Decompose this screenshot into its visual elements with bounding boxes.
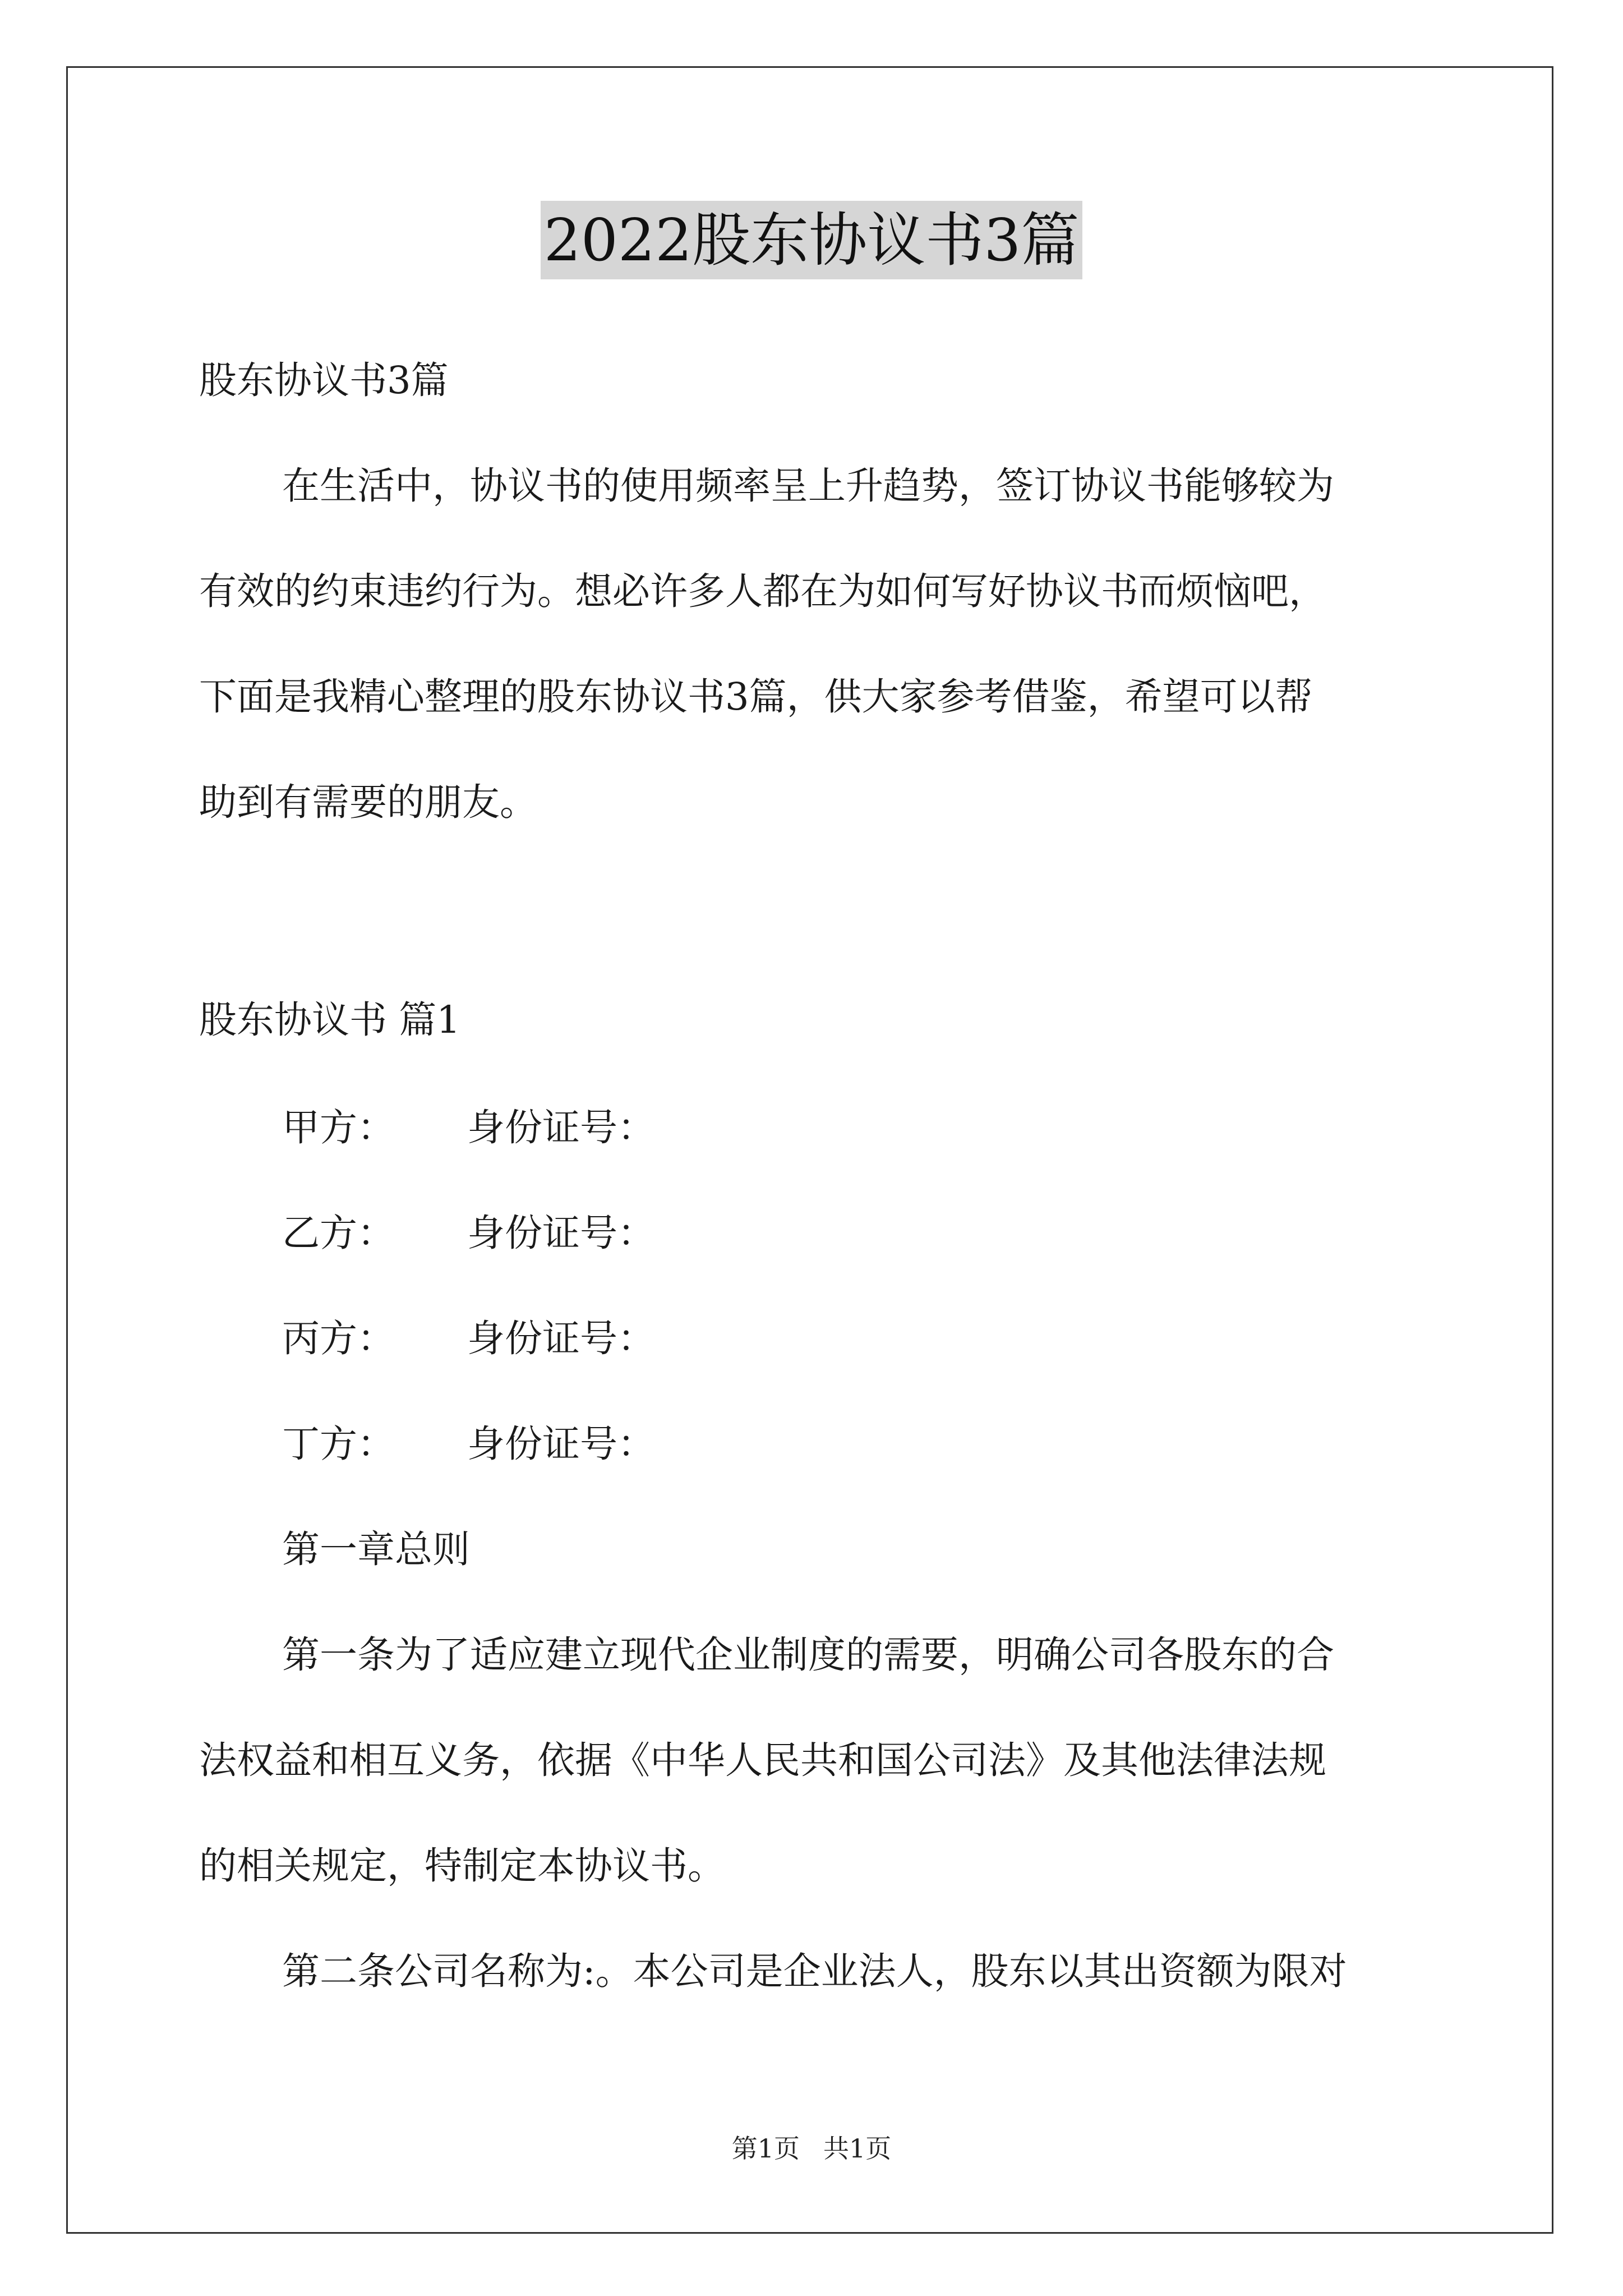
party-row: [282, 1101, 655, 1154]
id-number-label: 身份证号：: [467, 1422, 655, 1466]
party-row: [282, 1206, 655, 1260]
id-number-label: 身份证号：: [467, 1106, 655, 1149]
chapter-heading: 第一章总则: [282, 1527, 470, 1571]
intro-line-4: 助到有需要的朋友。: [199, 780, 537, 824]
article2-line-1: 第二条公司名称为:。本公司是企业法人，股东以其出资额为限对: [282, 1949, 1347, 1993]
article1-line-1: 第一条为了适应建立现代企业制度的需要，明确公司各股东的合: [282, 1633, 1334, 1677]
document-title: 2022股东协议书3篇: [541, 201, 1083, 279]
party-label: 丙方：: [282, 1317, 395, 1360]
party-label: 丁方：: [282, 1422, 395, 1466]
id-number-label: 身份证号：: [467, 1317, 655, 1360]
section-heading: 股东协议书 篇1: [199, 998, 460, 1042]
page-total: 共1页: [823, 2133, 892, 2164]
party-label: 乙方：: [282, 1211, 395, 1255]
page-footer: [0, 2132, 1623, 2165]
intro-line-1: 在生活中，协议书的使用频率呈上升趋势，签订协议书能够较为: [282, 464, 1334, 508]
article1-line-3: 的相关规定，特制定本协议书。: [199, 1844, 725, 1888]
article1-line-2: 法权益和相互义务，依据《中华人民共和国公司法》及其他法律法规: [199, 1738, 1326, 1782]
party-label: 甲方：: [282, 1106, 395, 1149]
page-number: 第1页: [731, 2133, 800, 2164]
title-block: [0, 201, 1623, 279]
party-row: [282, 1312, 655, 1365]
id-number-label: 身份证号：: [467, 1211, 655, 1255]
intro-line-3: 下面是我精心整理的股东协议书3篇，供大家参考借鉴，希望可以帮: [199, 675, 1313, 719]
party-row: [282, 1417, 655, 1471]
subtitle: 股东协议书3篇: [199, 358, 449, 402]
intro-line-2: 有效的约束违约行为。想必许多人都在为如何写好协议书而烦恼吧，: [199, 569, 1326, 613]
